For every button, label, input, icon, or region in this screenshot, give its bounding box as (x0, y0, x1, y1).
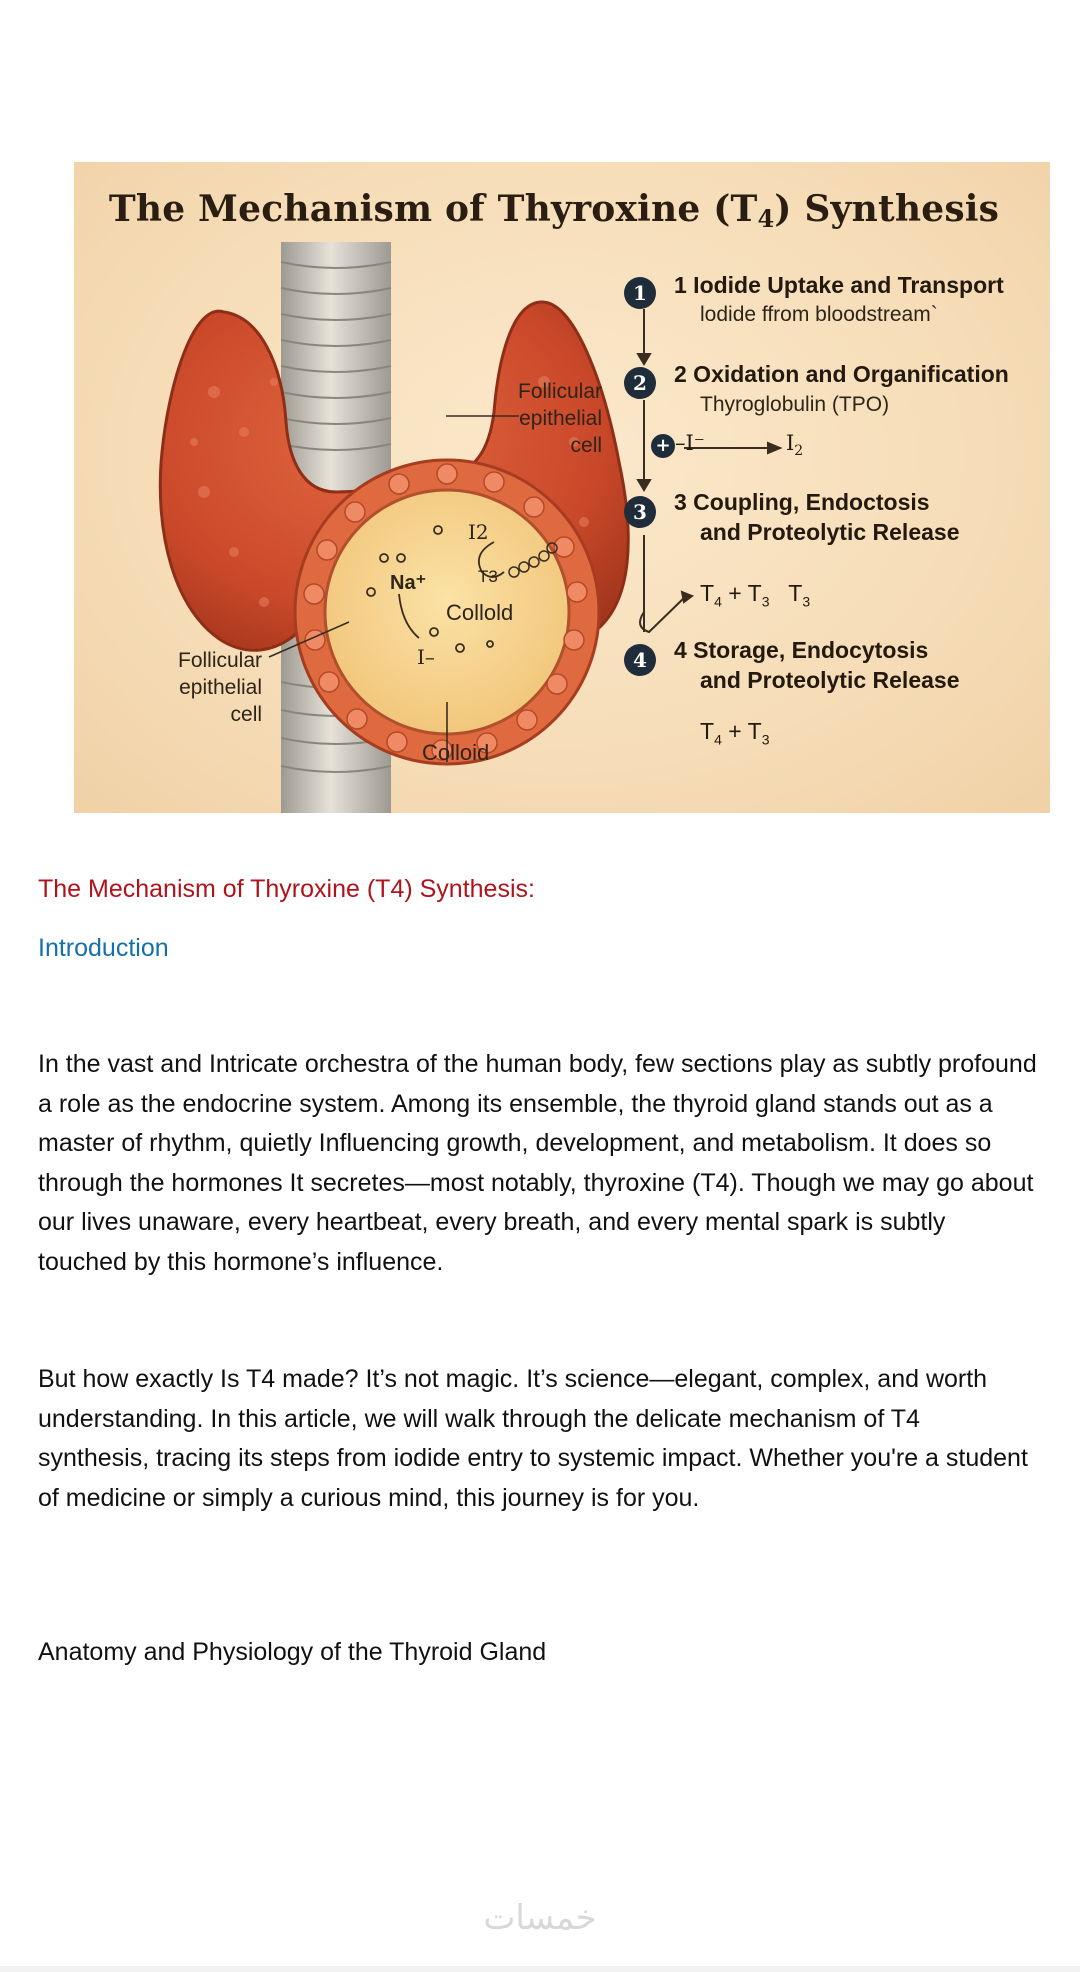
intro-heading: Introduction (38, 934, 169, 962)
label-i2: I2 (468, 520, 489, 544)
article-title: The Mechanism of Thyroxine (T4) Synthesis: (38, 875, 535, 903)
label-t3: T3 (478, 567, 498, 586)
intro-paragraph-2: But how exactly Is T4 made? It’s not magic. It’s science—elegant, complex, and worth understanding. In this article, we will walk through the delicate mechanism of T4 synthesis, tracing its steps from iodide entry to systemic impact. Whether you're a student of medicine or simply a curious mind, this journey is for you. (38, 1365, 1028, 1512)
step-4-title: 4 Storage, Endocytosis and Proteolytic Release (674, 637, 960, 693)
step-4-badge: 4 (624, 644, 656, 676)
label-follicular-top: Follicular epithelial cell (518, 380, 603, 457)
label-iodide: I– (417, 645, 435, 669)
figure-title: The Mechanism of Thyroxine $(T_4)$ Synthesis (108, 188, 1000, 233)
label-colloid-inside: Collold (446, 600, 514, 625)
products-storage: $T_4 + T_3$ (700, 718, 770, 748)
products-after-coupling: $T_4 + T_3$ $T_3$ (700, 580, 811, 610)
watermark-logo: خمسات (483, 1898, 597, 1938)
step-2-subtitle: Thyroglobulin (TPO) (700, 393, 890, 416)
step-1-title: 1 Iodide Uptake and Transport (674, 272, 1004, 298)
step-2-title: 2 Oxidation and Organification (674, 361, 1009, 387)
step-3-badge: 3 (624, 496, 656, 528)
step-1-subtitle: lodide ffrom bloodstream` (700, 303, 938, 326)
label-colloid-bottom: Colloid (422, 740, 490, 765)
label-follicular-left: Follicular epithelial cell (178, 649, 263, 726)
label-sodium: Na⁺ (390, 572, 427, 594)
reaction-iodide: –I⁻ (675, 431, 705, 455)
intro-paragraph-1: In the vast and Intricate orchestra of the human body, few sections play as subtly profound a role as the endocrine system. Among its ensemble, the thyroid gland stands out as a master of rhythm, quietly Influencing growth, development, and metabolism. It does so through the hormones It secretes—most notably, thyroxine (T4). Though we may go about our lives unaware, every heartbeat, every breath, and every mental spark is subtly touched by this hormone’s influence. (38, 1050, 1037, 1276)
step-3-title: 3 Coupling, Endoctosis and Proteolytic Release (674, 489, 960, 545)
thyroxine-synthesis-illustration (74, 162, 1050, 813)
step-1-badge: 1 (624, 277, 656, 309)
step-2-badge: 2 (624, 367, 656, 399)
section-heading-anatomy: Anatomy and Physiology of the Thyroid Gland (38, 1638, 547, 1666)
reaction-product: $I_2$ (786, 431, 804, 460)
bottom-bar (0, 1966, 1080, 1972)
reaction-plus-badge: + (651, 434, 675, 458)
